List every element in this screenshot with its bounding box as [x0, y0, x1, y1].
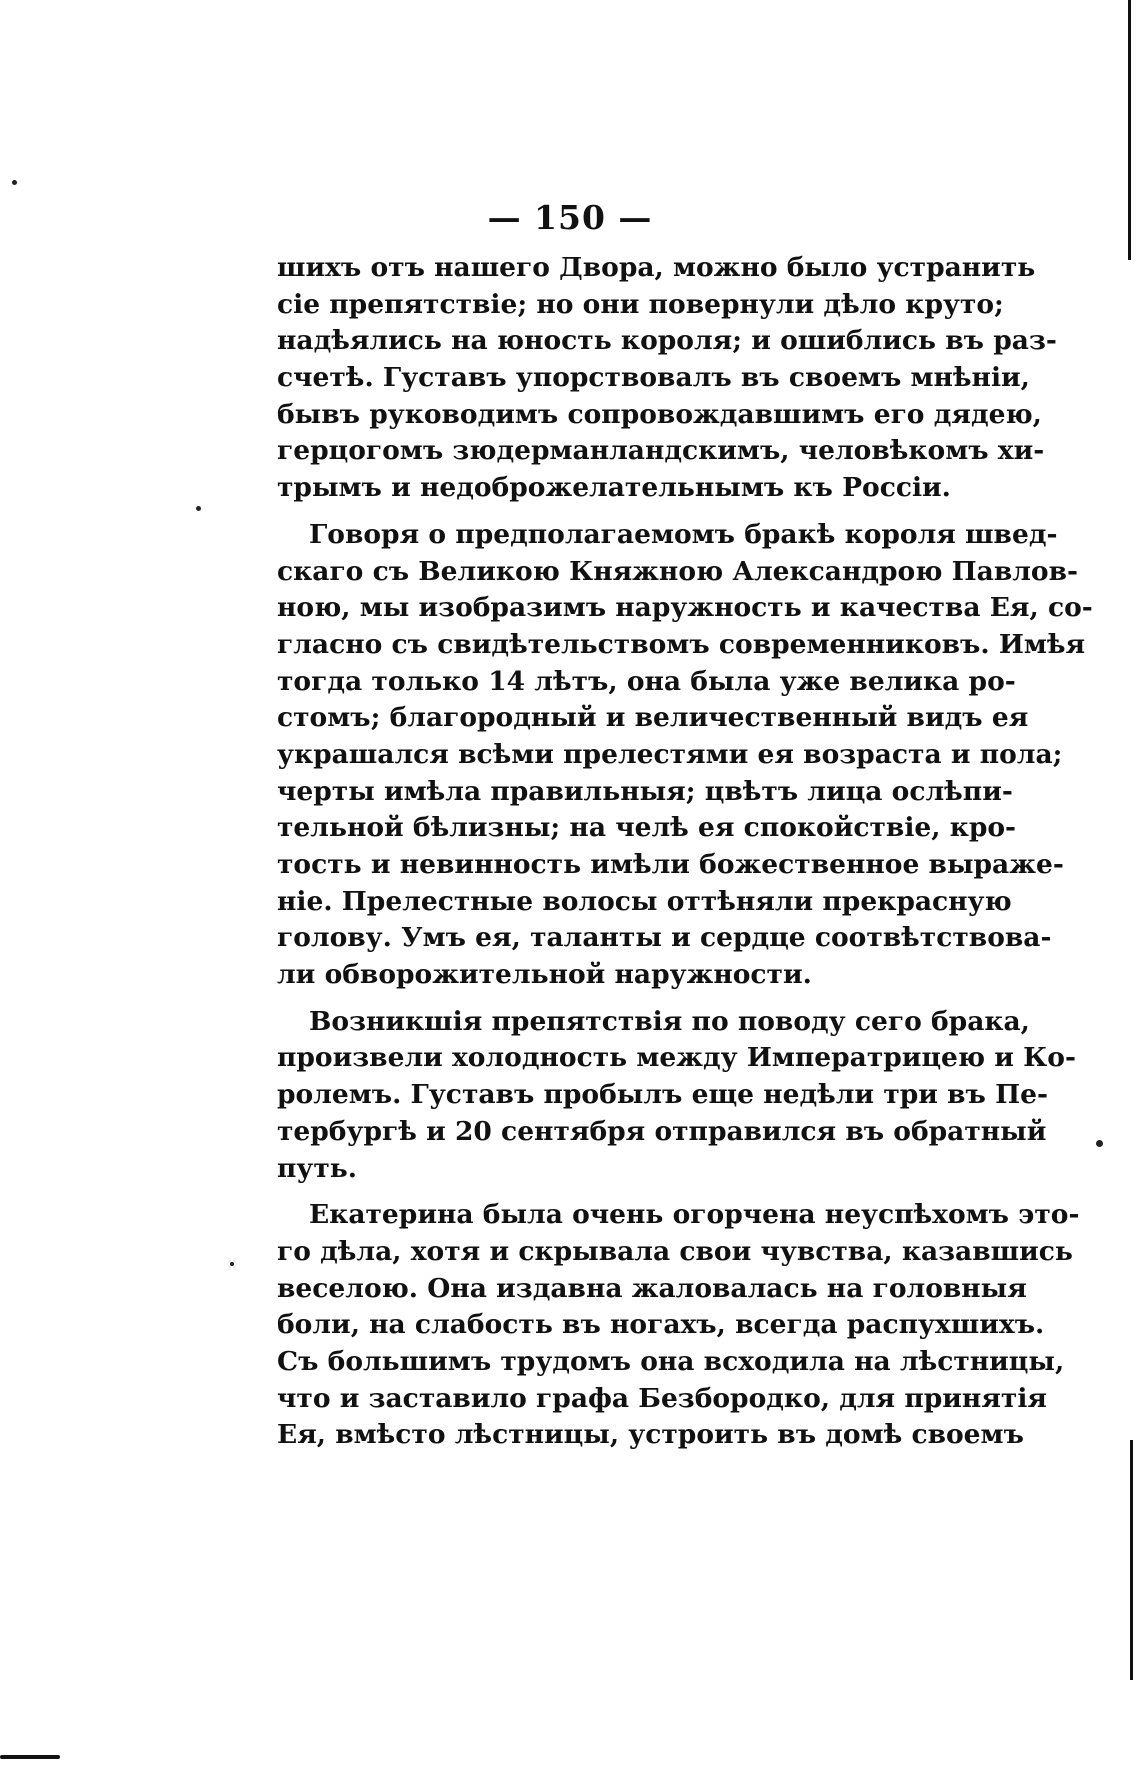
scan-speck	[196, 506, 201, 511]
text-line: произвели холодность между Императрицею и Ко-	[277, 1042, 1076, 1074]
text-line: голову. Умъ ея, таланты и сердце соотвѣтствова-	[277, 922, 1052, 954]
text-line: путь.	[277, 1152, 357, 1184]
text-line: скаго съ Великою Княжною Александрою Павлов-	[277, 555, 1079, 587]
text-line: ролемъ. Густавъ пробылъ еще недѣли три въ Пе-	[277, 1079, 1048, 1111]
text-line: украшался всѣми прелестями ея возраста и пола;	[277, 738, 1063, 770]
text-line: Говоря о предполагаемомъ бракѣ короля швед-	[309, 518, 1058, 550]
text-line: Возникшія препятствія по поводу сего брака,	[309, 1005, 1030, 1037]
text-line: веселою. Она издавна жаловалась на головныя	[277, 1272, 1027, 1304]
text-line: трымъ и недоброжелательнымъ къ Россіи.	[277, 472, 951, 504]
text-line: герцогомъ зюдерманландскимъ, человѣкомъ хи-	[277, 435, 1045, 467]
scan-speck	[230, 1262, 234, 1266]
page-number: — 150 —	[487, 198, 653, 237]
text-line: боли, на слабость въ ногахъ, всегда распухшихъ.	[277, 1309, 1045, 1341]
text-line: ною, мы изобразимъ наружность и качества Ея, со-	[277, 592, 1093, 624]
text-line: счетѣ. Густавъ упорствовалъ въ своемъ мнѣніи,	[277, 362, 1030, 394]
text-line: гласно съ свидѣтельствомъ современниковъ. Имѣя	[277, 628, 1086, 660]
scan-speck	[1096, 1140, 1103, 1147]
scan-edge-line	[1128, 0, 1131, 260]
text-line: Екатерина была очень огорчена неуспѣхомъ это-	[309, 1199, 1080, 1231]
text-line: стомъ; благородный и величественный видъ ея	[277, 702, 1029, 734]
text-line: что и заставило графа Безбородко, для принятія	[277, 1382, 1047, 1414]
text-line: Ея, вмѣсто лѣстницы, устроить въ домѣ своемъ	[277, 1419, 1024, 1451]
text-line: ніе. Прелестные волосы оттѣняли прекрасную	[277, 885, 1012, 917]
text-line: Съ большимъ трудомъ она всходила на лѣстницы,	[277, 1345, 1065, 1377]
text-line: тогда только 14 лѣтъ, она была уже велика ро-	[277, 665, 1016, 697]
scan-edge-smudge	[0, 1755, 60, 1759]
text-line: тельной бѣлизны; на челѣ ея спокойствіе, кро-	[277, 812, 1017, 844]
scan-speck	[12, 180, 17, 185]
scan-edge-line	[1130, 1440, 1133, 1680]
text-line: тость и невинность имѣли божественное выраже-	[277, 849, 1064, 880]
text-line: сіе препятствіе; но они повернули дѣло круто;	[277, 288, 1004, 320]
text-line: надѣялись на юность короля; и ошиблись въ раз-	[277, 325, 1057, 357]
text-line: шихъ отъ нашего Двора, можно было устранить	[277, 252, 1036, 283]
text-line: го дѣла, хотя и скрывала свои чувства, казавшись	[277, 1235, 1073, 1267]
text-line: бывъ руководимъ сопровождавшимъ его дядею,	[277, 398, 1042, 430]
text-line: ли обворожительной наружности.	[277, 959, 812, 991]
body-text	[277, 250, 1093, 1454]
text-line: черты имѣла правильныя; цвѣтъ лица ослѣпи-	[277, 775, 1013, 807]
text-line: тербургѣ и 20 сентября отправился въ обратный	[277, 1115, 1047, 1147]
